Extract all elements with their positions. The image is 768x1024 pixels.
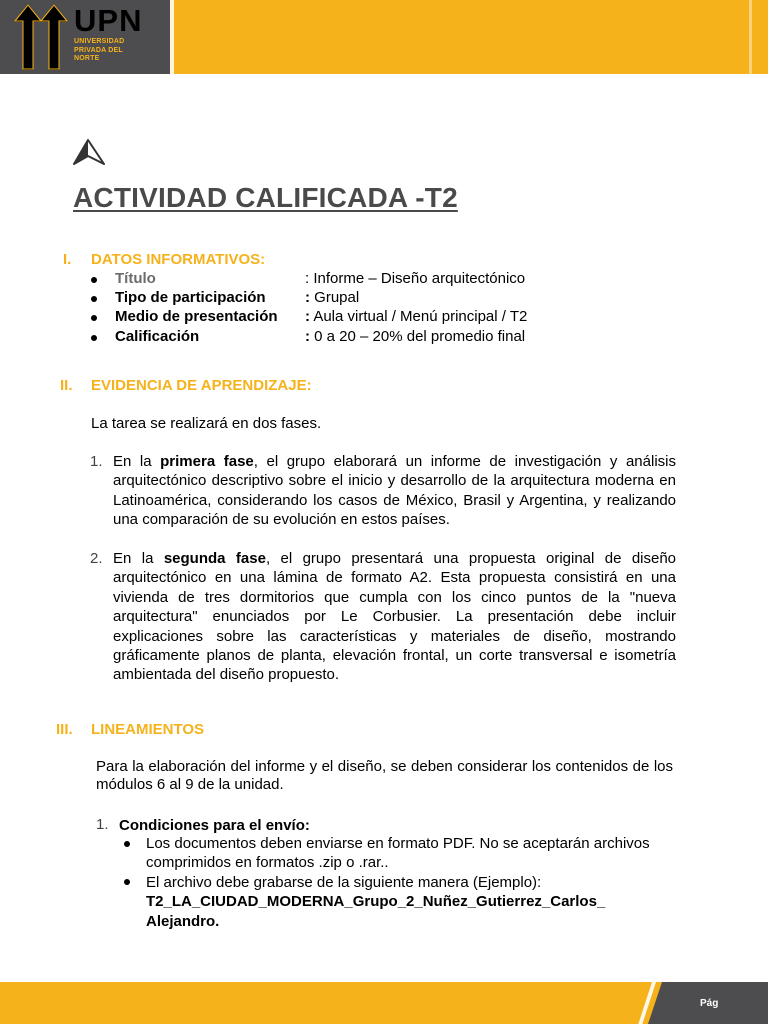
info-value: : 0 a 20 – 20% del promedio final	[305, 328, 526, 345]
section-2-intro: La tarea se realizará en dos fases.	[91, 415, 322, 432]
navigation-arrow-icon	[72, 138, 106, 166]
list-number: 2.	[90, 550, 103, 567]
upn-logo-arrows-icon	[14, 4, 70, 70]
bullet-dot	[91, 315, 97, 321]
section-3-number: III.	[56, 721, 73, 738]
page-number-label: Pág	[700, 998, 719, 1009]
bullet-dot	[124, 879, 130, 885]
info-label: Calificación	[115, 328, 200, 345]
logo-container	[0, 0, 170, 74]
phase-2-paragraph: En la segunda fase, el grupo presentará una propuesta original de diseño arquitectónico en una lámina de formato A2. Esta propuesta consistirá en una vivienda de tres dormitorios que cumpla con los cinco puntos de la "nueva arquitectura" enunciados por Le Corbusier. La presentación debe incluir explicaciones sobre las características y materiales de diseño, mostrando gráficamente planos de planta, elevación frontal, un corte transversal e isometría ambientada del diseño propuesto.	[113, 550, 677, 684]
section-1-number: I.	[63, 251, 72, 268]
logo-subtitle: UNIVERSIDAD PRIVADA DEL NORTE	[74, 38, 125, 62]
bullet-dot	[91, 296, 97, 302]
info-row-tipo	[91, 289, 691, 309]
info-value: : Aula virtual / Menú principal / T2	[305, 308, 528, 325]
logo-text: UPN	[74, 3, 143, 38]
header-edge	[749, 0, 752, 74]
section-2-number: II.	[60, 377, 73, 394]
bullet-dot	[124, 841, 130, 847]
section-3-intro: Para la elaboración del informe y el diseño, se deben considerar los contenidos de los módulos 6 al 9 de la unidad.	[96, 758, 673, 793]
conditions-title: Condiciones para el envío:	[119, 817, 310, 834]
condition-pdf-format: Los documentos deben enviarse en formato PDF. No se aceptarán archivos comprimidos en formatos .zip o .rar..	[146, 835, 650, 872]
phase-1-paragraph: En la primera fase, el grupo elaborará un informe de investigación y análisis arquitectónico descriptivo sobre el inicio y desarrollo de la arquitectura moderna en Latinoamérica, considerando los casos de México, Brasil y Argentina, y realizando una comparación de su evolución en estos países.	[113, 453, 676, 529]
file-name-example-cont: Alejandro.	[146, 912, 220, 930]
header-divider	[170, 0, 174, 74]
info-label: Título	[115, 270, 156, 287]
bullet-dot	[91, 335, 97, 341]
info-value: : Grupal	[305, 289, 360, 306]
bullet-dot	[91, 277, 97, 283]
section-2-title: EVIDENCIA DE APRENDIZAJE:	[91, 377, 312, 394]
info-row-titulo	[91, 270, 691, 290]
info-label: Medio de presentación	[115, 308, 278, 325]
section-1-title: DATOS INFORMATIVOS:	[91, 251, 266, 268]
list-number: 1.	[90, 453, 103, 470]
file-name-example: T2_LA_CIUDAD_MODERNA_Grupo_2_Nuñez_Gutierrez_Carlos_	[146, 893, 606, 911]
section-3-title: LINEAMIENTOS	[91, 721, 205, 738]
info-row-calificacion	[91, 328, 691, 348]
info-label: Tipo de participación	[115, 289, 266, 306]
info-row-medio	[91, 308, 691, 328]
list-number: 1.	[96, 816, 109, 833]
info-value: : Informe – Diseño arquitectónico	[305, 270, 526, 287]
page-title: ACTIVIDAD CALIFICADA -T2	[73, 182, 458, 213]
condition-file-naming: El archivo debe grabarse de la siguiente manera (Ejemplo): T2_LA_CIUDAD_MODERNA_Grupo_2_Nuñez_Gutierrez_Carlos_ Alejandro.	[146, 873, 681, 931]
